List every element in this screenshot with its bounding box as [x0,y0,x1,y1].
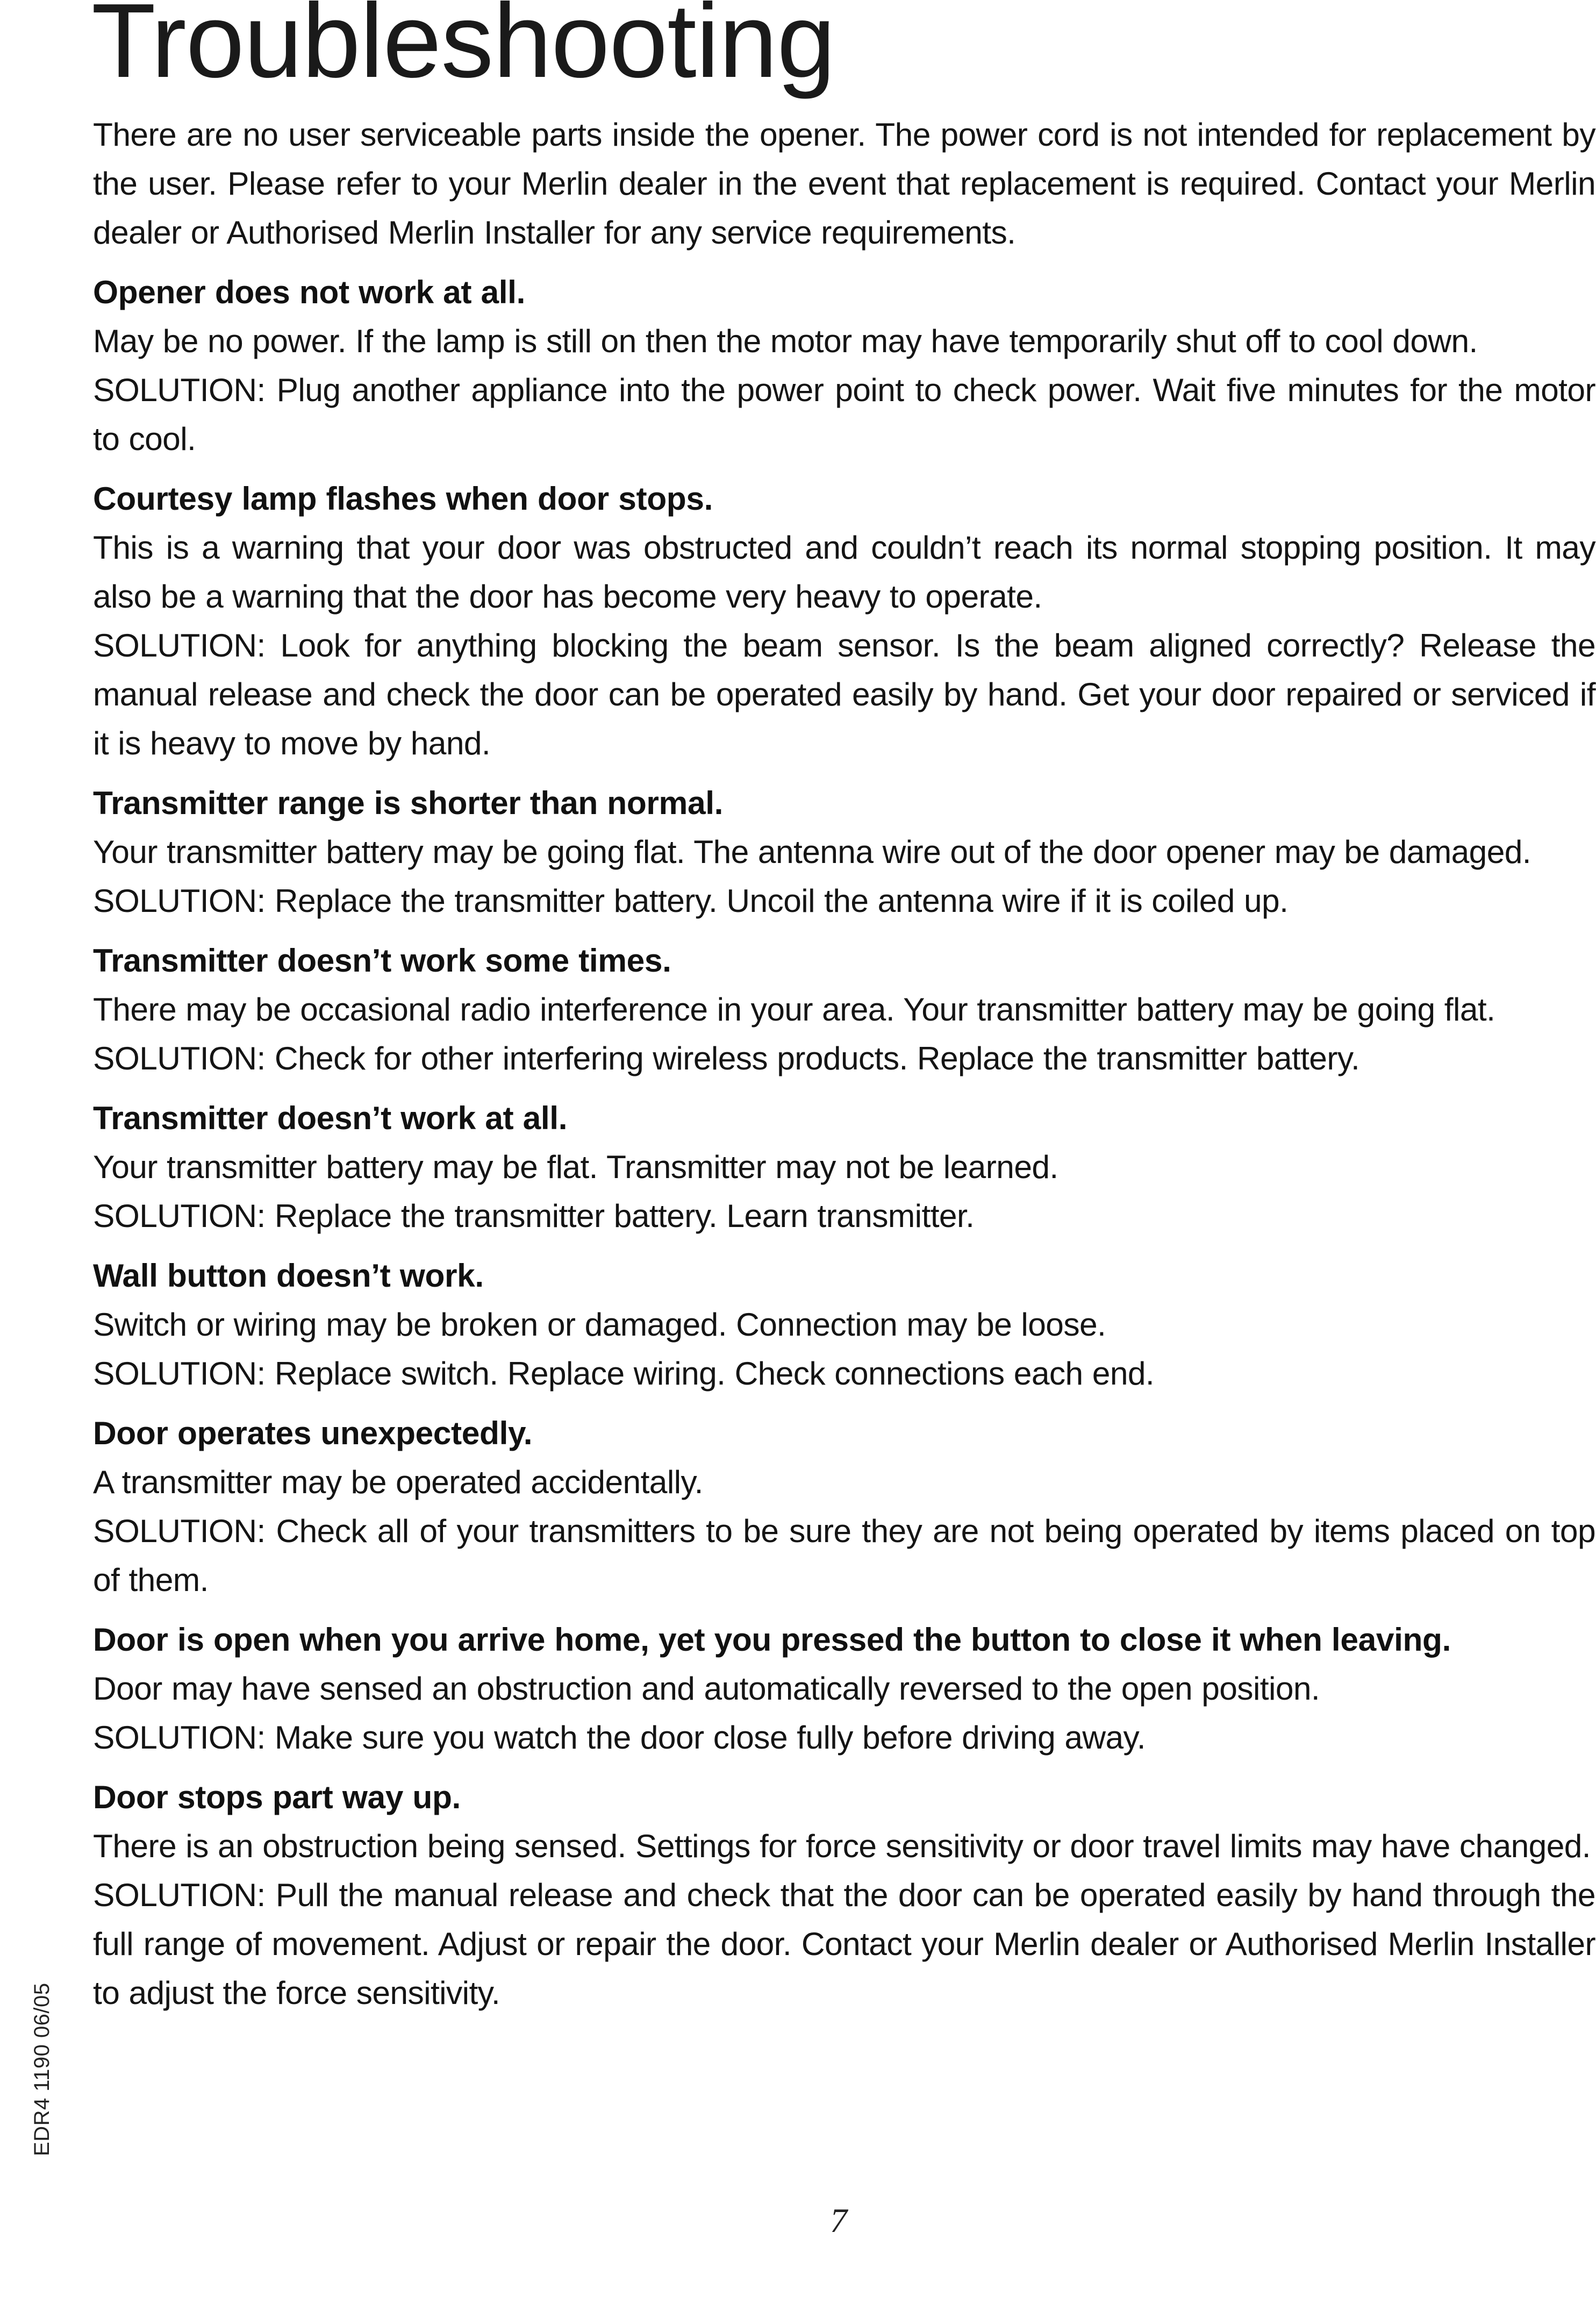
troubleshooting-content [93,110,1595,2028]
section-heading: Transmitter doesn’t work at all. [93,1100,568,1136]
solution-paragraph: SOLUTION: Look for anything blocking the beam sensor. Is the beam aligned correctly? Release the manual release and check the door can be operated easily by hand. Get your door repaired or serviced if it is heavy to move by hand. [93,627,1595,761]
section-transmitter-not-at-all [93,1094,1595,1240]
cause-paragraph: There is an obstruction being sensed. Settings for force sensitivity or door travel limits may have changed. [93,1828,1591,1864]
cause-paragraph: There may be occasional radio interference in your area. Your transmitter battery may be going flat. [93,991,1495,1028]
solution-paragraph: SOLUTION: Replace the transmitter battery. Uncoil the antenna wire if it is coiled up. [93,882,1289,919]
section-heading: Door operates unexpectedly. [93,1415,533,1451]
cause-paragraph: Switch or wiring may be broken or damaged. Connection may be loose. [93,1306,1106,1343]
section-wall-button [93,1251,1595,1398]
intro-paragraph: There are no user serviceable parts inside the opener. The power cord is not intended for replacement by the user. Please refer to your Merlin dealer in the event that replacement is required. Contact your Merlin dealer or Authorised Merlin Installer for any service requirements. [93,116,1595,251]
section-heading: Wall button doesn’t work. [93,1257,484,1294]
section-door-open-arrival [93,1615,1595,1762]
solution-paragraph: SOLUTION: Check all of your transmitters to be sure they are not being operated by items placed on top of them. [93,1513,1595,1598]
cause-paragraph: May be no power. If the lamp is still on then the motor may have temporarily shut off to cool down. [93,323,1478,359]
cause-paragraph: A transmitter may be operated accidentally. [93,1464,703,1500]
section-opener-no-work [93,268,1595,463]
solution-paragraph: SOLUTION: Replace switch. Replace wiring. Check connections each end. [93,1355,1155,1392]
section-heading: Door is open when you arrive home, yet you pressed the button to close it when leaving. [93,1621,1451,1658]
section-heading: Door stops part way up. [93,1779,461,1815]
solution-paragraph: SOLUTION: Plug another appliance into the power point to check power. Wait five minutes for the motor to cool. [93,372,1595,457]
cause-paragraph: Your transmitter battery may be going flat. The antenna wire out of the door opener may be damaged. [93,833,1531,870]
section-courtesy-lamp [93,474,1595,768]
page-title: Troubleshooting [91,0,835,99]
section-heading: Transmitter doesn’t work some times. [93,942,671,979]
section-heading: Transmitter range is shorter than normal. [93,784,724,821]
section-door-stops-part-way [93,1773,1595,2017]
solution-paragraph: SOLUTION: Make sure you watch the door close fully before driving away. [93,1719,1146,1756]
section-door-unexpected [93,1409,1595,1604]
cause-paragraph: This is a warning that your door was obstructed and couldn’t reach its normal stopping position. It may also be a warning that the door has become very heavy to operate. [93,529,1595,615]
solution-paragraph: SOLUTION: Check for other interfering wireless products. Replace the transmitter battery. [93,1040,1360,1076]
section-transmitter-sometimes [93,936,1595,1083]
section-transmitter-range [93,779,1595,925]
section-heading: Opener does not work at all. [93,274,525,310]
section-heading: Courtesy lamp flashes when door stops. [93,480,713,517]
solution-paragraph: SOLUTION: Replace the transmitter battery. Learn transmitter. [93,1197,975,1234]
cause-paragraph: Door may have sensed an obstruction and automatically reversed to the open position. [93,1670,1320,1707]
document-code: EDR4 1190 06/05 [30,1982,54,2156]
page-number: 7 [830,2201,847,2239]
solution-paragraph: SOLUTION: Pull the manual release and check that the door can be operated easily by hand through the full range of movement. Adjust or repair the door. Contact your Merlin dealer or Authorised Merlin Installer to adjust the force sensitivity. [93,1877,1595,2011]
cause-paragraph: Your transmitter battery may be flat. Transmitter may not be learned. [93,1149,1058,1185]
